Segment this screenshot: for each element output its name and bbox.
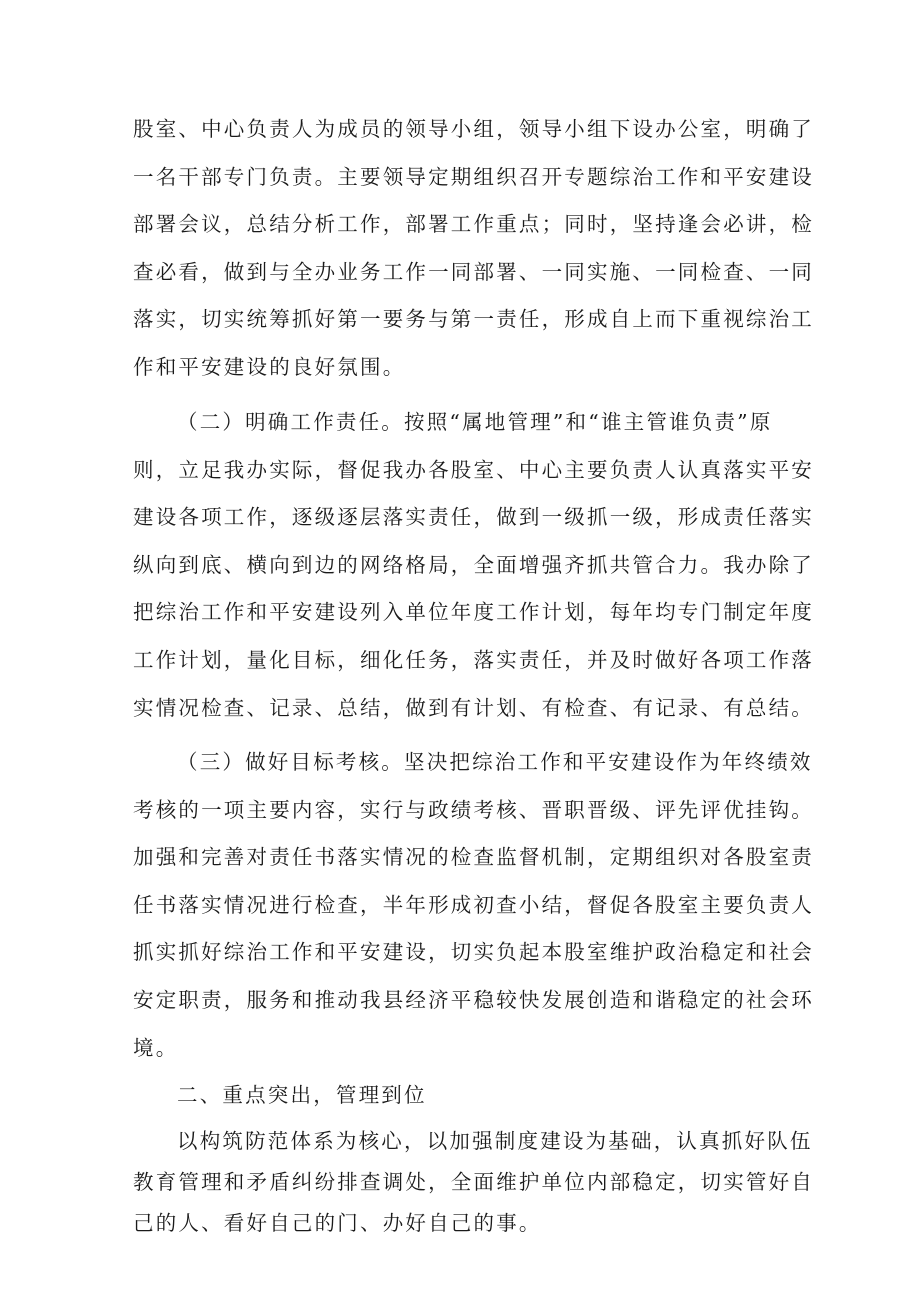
paragraph-line: 以构筑防范体系为核心，以加强制度建设为基础，认真抓好队伍 — [177, 1129, 813, 1153]
paragraph-line: 境。 — [133, 1035, 179, 1060]
section-heading: 二、重点突出，管理到位 — [177, 1083, 427, 1107]
paragraph-line: 抓实抓好综治工作和平安建设，切实负起本股室维护政治稳定和社会 — [133, 940, 814, 965]
paragraph-line: （三）做好目标考核。坚决把综治工作和平安建设作为年终绩效 — [177, 750, 813, 774]
paragraph-line: 把综治工作和平安建设列入单位年度工作计划，每年均专门制定年度 — [133, 600, 814, 625]
paragraph-line: 落实，切实统筹抓好第一要务与第一责任，形成自上而下重视综治工 — [133, 307, 814, 332]
paragraph-target-assessment — [133, 739, 814, 1072]
paragraph-line: 纵向到底、横向到边的网络格局，全面增强齐抓共管合力。我办除了 — [133, 552, 814, 577]
paragraph-line: 实情况检查、记录、总结，做到有计划、有检查、有记录、有总结。 — [133, 695, 814, 720]
paragraph-line: 股室、中心负责人为成员的领导小组，领导小组下设办公室，明确了 — [133, 117, 814, 141]
paragraph-key-management — [133, 1121, 814, 1244]
paragraph-work-responsibility — [133, 399, 814, 732]
paragraph-line: 建设各项工作，逐级逐层落实责任，做到一级抓一级，形成责任落实 — [133, 505, 814, 530]
paragraph-line: 一名干部专门负责。主要领导定期组织召开专题综治工作和平安建设 — [133, 164, 814, 189]
paragraph-leadership-group — [133, 106, 814, 392]
paragraph-line: 考核的一项主要内容，实行与政绩考核、晋职晋级、评先评优挂钩。 — [133, 797, 814, 822]
paragraph-line: （二）明确工作责任。按照“属地管理”和“谁主管谁负责”原 — [177, 410, 773, 434]
paragraph-line: 加强和完善对责任书落实情况的检查监督机制，定期组织对各股室责 — [133, 845, 814, 870]
paragraph-line: 作和平安建设的良好氛围。 — [133, 354, 406, 379]
paragraph-line: 查必看，做到与全办业务工作一同部署、一同实施、一同检查、一同 — [133, 259, 814, 284]
paragraph-line: 安定职责，服务和推动我县经济平稳较快发展创造和谐稳定的社会环 — [133, 987, 814, 1012]
paragraph-line: 工作计划，量化目标，细化任务，落实责任，并及时做好各项工作落 — [133, 647, 814, 672]
paragraph-line: 教育管理和矛盾纠纷排查调处，全面维护单位内部稳定，切实管好自 — [133, 1170, 814, 1194]
paragraph-line: 则，立足我办实际，督促我办各股室、中心主要负责人认真落实平安 — [133, 457, 814, 482]
paragraph-line: 己的人、看好自己的门、办好自己的事。 — [133, 1211, 542, 1235]
paragraph-line: 任书落实情况进行检查，半年形成初查小结，督促各股室主要负责人 — [133, 892, 814, 917]
paragraph-line: 部署会议，总结分析工作，部署工作重点；同时，坚持逢会必讲，检 — [133, 212, 814, 237]
